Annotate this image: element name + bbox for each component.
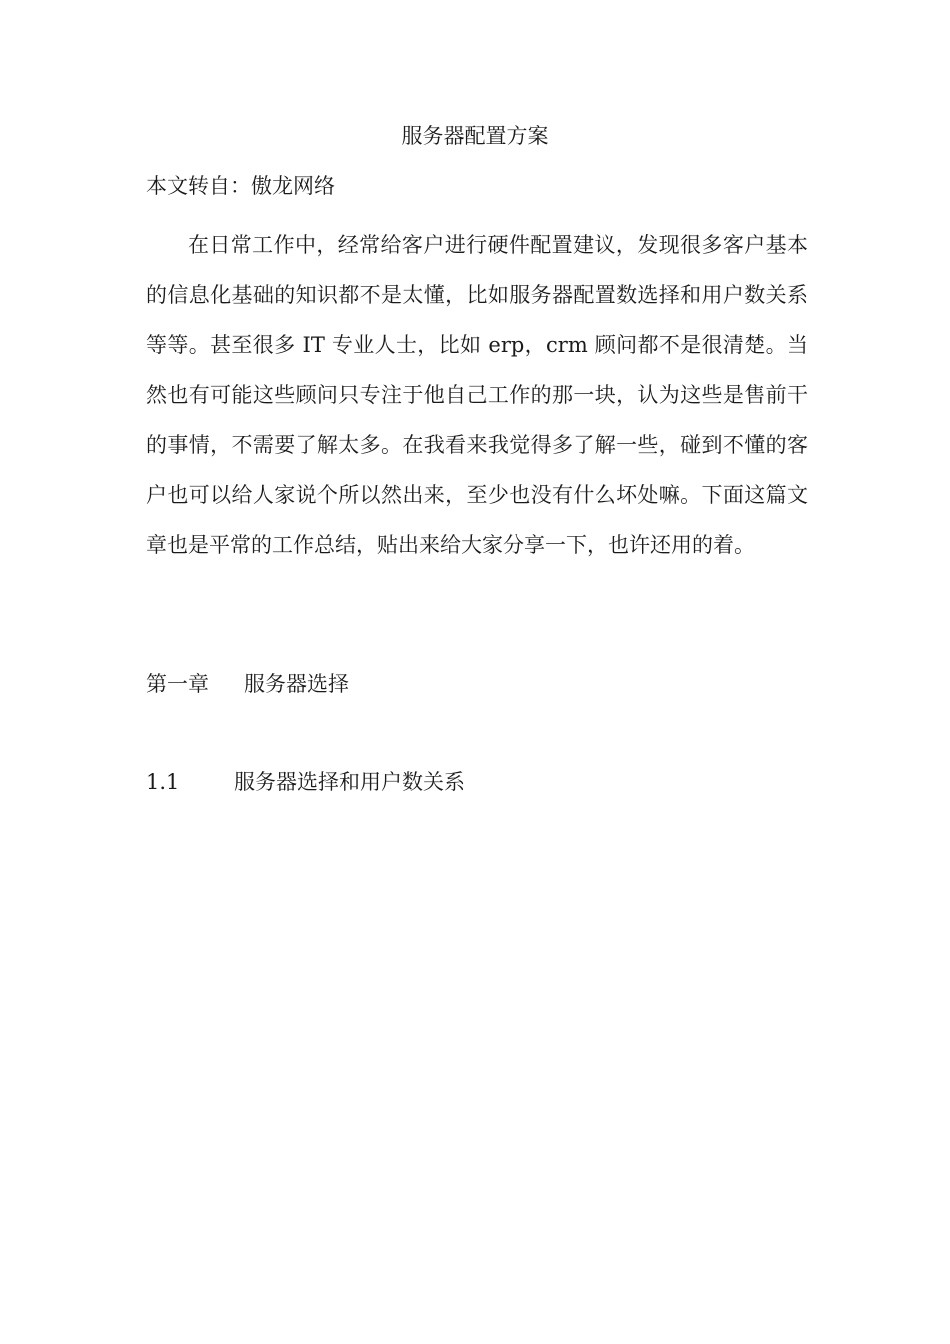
intro-paragraph: 在日常工作中，经常给客户进行硬件配置建议，发现很多客户基本的信息化基础的知识都不是太懂，比如服务器配置数选择和用户数关系等等。甚至很多 IT 专业人士，比如 erp，crm 顾问都不是很清楚。当然也有可能这些顾问只专注于他自己工作的那一块，认为这些是售前干的事情，不需要了解太多。在我看来我觉得多了解一些，碰到不懂的客户也可以给人家说个所以然出来，至少也没有什么坏处嘛。下面这篇文章也是平常的工作总结，贴出来给大家分享一下，也许还用的着。: [146, 233, 808, 557]
source-line: 本文转自：傲龙网络: [146, 174, 335, 198]
section-title: 服务器选择和用户数关系: [234, 770, 465, 794]
section-number: 1.1: [146, 770, 180, 794]
section-heading: [146, 766, 465, 798]
chapter-number: 第一章: [146, 672, 209, 696]
chapter-heading: [146, 668, 349, 700]
chapter-title: 服务器选择: [244, 672, 349, 696]
document-title: 服务器配置方案: [401, 124, 549, 148]
